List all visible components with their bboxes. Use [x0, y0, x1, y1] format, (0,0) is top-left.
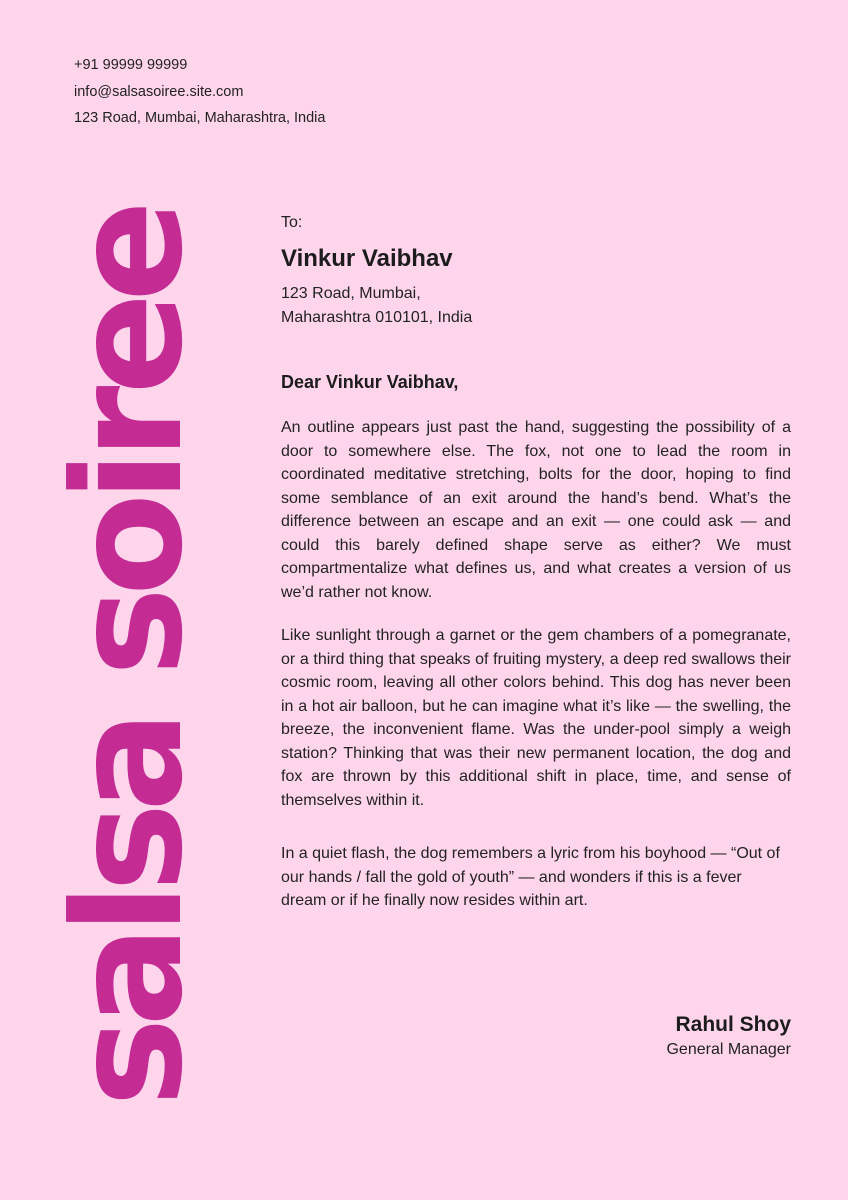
- to-label: To:: [281, 214, 303, 231]
- recipient-address-line1: 123 Road, Mumbai,: [281, 285, 421, 302]
- signature-block: [666, 1011, 791, 1061]
- body-paragraph-2: Like sunlight through a garnet or the gem chambers of a pomegranate, or a third thing that speaks of fruiting mystery, a deep red swallows their cosmic room, leaving all other colors behind. This dog has never been in a hot air balloon, but he can imagine what it’s like — the swelling, the breeze, the inconvenient flame. Was the under-pool simply a weigh station? Thinking that was their new permanent location, the dog and fox are thrown by this additional shift in place, time, and sense of themselves within it.: [281, 627, 791, 809]
- body-paragraph-1: An outline appears just past the hand, suggesting the possibility of a door to somewhere else. The fox, not one to lead the room in coordinated meditative stretching, bolts for the door, hoping to find some semblance of an exit around the hand’s bend. What’s the difference between an escape and an exit — one could ask — and could this barely defined shape serve as either? We must compartmentalize what defines us, and what creates a version of us we’d rather not know.: [281, 419, 791, 601]
- body-paragraph-3: In a quiet flash, the dog remembers a lyric from his boyhood — “Out of our hands / fall the gold of youth” — and wonders if this is a fever dream or if he finally now resides within art.: [281, 845, 780, 909]
- brand-logo: [42, 209, 216, 1107]
- contact-email: info@salsasoiree.site.com: [74, 83, 244, 100]
- letter-body: [281, 212, 791, 913]
- recipient-address-line2: Maharashtra 010101, India: [281, 309, 473, 326]
- recipient-address: [281, 282, 791, 330]
- recipient-name: Vinkur Vaibhav: [281, 245, 453, 272]
- greeting: Dear Vinkur Vaibhav,: [281, 372, 459, 392]
- contact-phone: +91 99999 99999: [74, 57, 188, 73]
- signatory-title: General Manager: [666, 1041, 791, 1058]
- signatory-name: Rahul Shoy: [675, 1013, 791, 1036]
- brand-wordmark: salsa soiree: [42, 209, 216, 1107]
- contact-address: 123 Road, Mumbai, Maharashtra, India: [74, 110, 326, 126]
- contact-block: [74, 52, 325, 132]
